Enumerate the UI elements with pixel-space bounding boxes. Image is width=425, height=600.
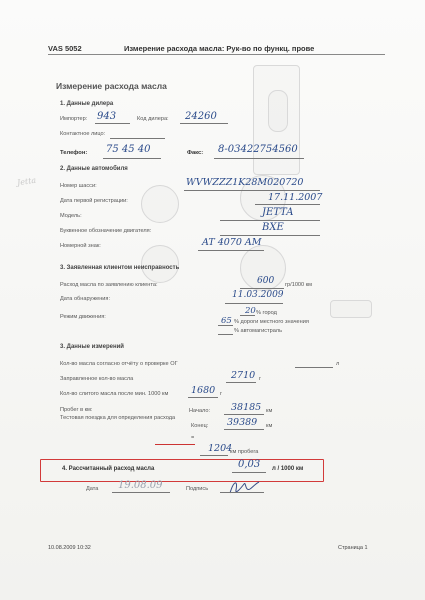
- start-label: Начало:: [189, 408, 211, 414]
- chassis-label: Номер шасси:: [60, 183, 97, 189]
- fax-value[interactable]: 8-03422754560: [218, 144, 298, 155]
- mileage-label: Пробег в км:: [60, 407, 93, 413]
- engine-label: Буквенное обозначение двигателя:: [60, 228, 152, 234]
- oil-qty-unit: л: [336, 361, 340, 367]
- filled-line: [226, 382, 256, 383]
- plate-label: Номерной знак:: [60, 243, 101, 249]
- first-reg-label: Дата первой регистрации:: [60, 198, 128, 204]
- drained-unit: г: [220, 391, 223, 397]
- dealer-code-label: Код дилера:: [137, 116, 169, 122]
- consumption-unit: гр/1000 км: [285, 282, 312, 288]
- plate-value[interactable]: AT 4070 AM: [202, 237, 262, 248]
- section-measure: 3. Данные измерений: [60, 344, 124, 350]
- phone-line: [103, 158, 161, 159]
- end-label: Конец:: [191, 423, 209, 429]
- date-line: [112, 492, 170, 493]
- section-vehicle: 2. Данные автомобиля: [60, 166, 128, 172]
- detect-date-line: [225, 303, 283, 304]
- model-value[interactable]: JETTA: [262, 207, 294, 218]
- model-line: [220, 220, 320, 221]
- consumption-label: Расход масла по заявлению клиента:: [60, 282, 158, 288]
- result-unit: л / 1000 км: [272, 466, 304, 472]
- signature-label: Подпись: [186, 486, 209, 492]
- bg-stamp-text: Jetta: [16, 175, 37, 188]
- end-value[interactable]: 39389: [227, 417, 258, 428]
- contact-label: Контактное лицо:: [60, 131, 106, 137]
- footer-page-number: Страница 1: [338, 545, 368, 551]
- end-line: [224, 429, 264, 430]
- signature-scribble: [226, 478, 262, 498]
- red-mark: [155, 444, 195, 445]
- oil-qty-label: Кол-во масла согласно отчёту о проверке ОГ: [60, 361, 178, 367]
- highway-line: [218, 334, 233, 335]
- section-dealer: 1. Данные дилера: [60, 101, 114, 107]
- engine-value[interactable]: BXE: [262, 222, 284, 233]
- date-label: Дата: [86, 486, 99, 492]
- local-line: [218, 325, 233, 326]
- city-label: % город: [256, 310, 277, 316]
- first-reg-value[interactable]: 17.11.2007: [268, 192, 323, 203]
- plate-line: [198, 250, 264, 251]
- bg-ghost-box: [330, 300, 372, 318]
- distance-unit: км пробега: [230, 449, 259, 455]
- local-label: % дороги местного значения: [234, 319, 309, 325]
- result-value[interactable]: 0,03: [238, 459, 261, 470]
- bg-ghost-slot: [268, 90, 288, 132]
- importer-value[interactable]: 943: [97, 111, 117, 122]
- filled-label: Заправленное кол-во масла: [60, 376, 134, 382]
- header-divider: [48, 54, 385, 55]
- dealer-code-value[interactable]: 24260: [185, 111, 217, 122]
- contact-line: [110, 138, 165, 139]
- signature-line: [220, 492, 264, 493]
- footer-timestamp: 10.08.2009 10:32: [48, 545, 91, 551]
- start-line: [224, 414, 264, 415]
- bg-ghost-circle-b: [141, 245, 179, 283]
- end-unit: км: [266, 423, 273, 429]
- phone-value[interactable]: 75 45 40: [106, 144, 151, 155]
- header-code: VAS 5052: [48, 44, 82, 53]
- fax-label: Факс:: [187, 150, 204, 156]
- oil-qty-line: [295, 367, 333, 368]
- engine-line: [220, 235, 320, 236]
- phone-label: Телефон:: [60, 150, 88, 156]
- start-value[interactable]: 38185: [231, 402, 262, 413]
- city-line: [240, 315, 255, 316]
- highway-label: % автомагистраль: [234, 328, 282, 334]
- header-title: Измерение расхода масла: Рук-во по функц. прове: [124, 44, 315, 53]
- consumption-value[interactable]: 600: [257, 276, 275, 286]
- distance-line: [200, 455, 228, 456]
- start-unit: км: [266, 408, 273, 414]
- distance-value[interactable]: 1204: [208, 443, 233, 454]
- drained-label: Кол-во слитого масла после мин. 1000 км: [60, 391, 169, 397]
- result-line: [232, 472, 266, 473]
- dealer-code-line: [180, 123, 228, 124]
- date-value[interactable]: 19.08.09: [118, 480, 163, 491]
- page-title: Измерение расхода масла: [56, 81, 167, 91]
- bg-ghost-circle-a: [141, 185, 179, 223]
- chassis-line: [184, 190, 320, 191]
- fax-line: [214, 158, 304, 159]
- drained-value[interactable]: 1680: [191, 385, 216, 396]
- city-value[interactable]: 20: [245, 306, 256, 316]
- consumption-line: [240, 288, 284, 289]
- importer-label: Импортер:: [60, 116, 88, 122]
- section-complaint: 3. Заявленная клиентом неисправность: [60, 265, 180, 271]
- chassis-value[interactable]: WVWZZZ1K28M020720: [186, 177, 304, 188]
- detect-date-value[interactable]: 11.03.2009: [232, 290, 284, 300]
- drained-line: [188, 397, 218, 398]
- equals-sign: =: [191, 435, 195, 441]
- filled-value[interactable]: 2710: [231, 370, 256, 381]
- filled-unit: г: [259, 376, 262, 382]
- local-value[interactable]: 65: [221, 316, 232, 326]
- result-label: 4. Рассчитанный расход масла: [62, 466, 155, 472]
- mode-label: Режим движения:: [60, 314, 106, 320]
- test-drive-label: Тестовая поездка для определения расхода: [60, 415, 176, 421]
- model-label: Модель:: [60, 213, 82, 219]
- detect-date-label: Дата обнаружения:: [60, 296, 111, 302]
- importer-line: [95, 123, 130, 124]
- first-reg-line: [255, 204, 320, 205]
